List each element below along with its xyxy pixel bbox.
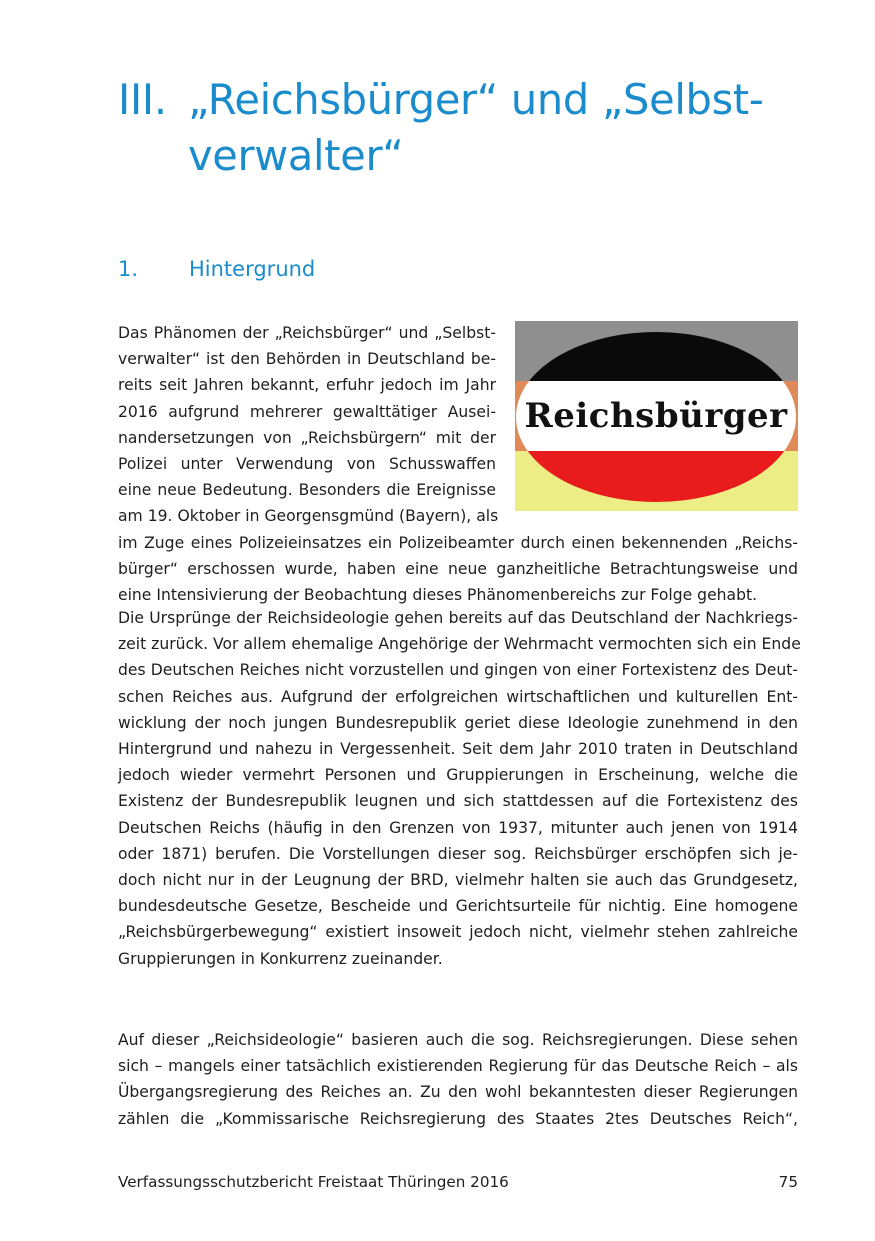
text-line: schen Reiches aus. Aufgrund der erfolgreichen wirtschaftlichen und kulturellen Ent-	[118, 687, 798, 706]
text-line: Die Ursprünge der Reichsideologie gehen bereits auf das Deutschland der Nachkriegs-	[118, 609, 798, 627]
paragraph-3	[118, 1027, 798, 1132]
footer-publication-title: Verfassungsschutzbericht Freistaat Thüringen 2016	[118, 1173, 509, 1191]
text-line: doch nicht nur in der Leugnung der BRD, vielmehr halten sie auch das Grundgesetz,	[118, 871, 798, 890]
text-line: Übergangsregierung des Reiches an. Zu den wohl bekanntesten dieser Regierungen	[118, 1083, 798, 1102]
text-line: des Deutschen Reiches nicht vorzustellen und gingen von einer Fortexistenz des Deut-	[118, 661, 798, 680]
text-line: jedoch wieder vermehrt Personen und Gruppierungen in Erscheinung, welche die	[118, 766, 798, 785]
chapter-title-line-2: verwalter“	[188, 131, 404, 180]
chapter-heading	[118, 72, 818, 184]
text-line: im Zuge eines Polizeieinsatzes ein Polizeibeamter durch einen bekennenden „Reichs-	[118, 533, 798, 552]
text-line: bürger“ erschossen wurde, haben eine neue ganzheitliche Betrachtungsweise und	[118, 559, 798, 578]
text-line: Das Phänomen der „Reichsbürger“ und „Selbst-	[118, 324, 496, 342]
text-line: zählen die „Kommissarische Reichsregierung des Staates 2tes Deutsches Reich“,	[118, 1109, 798, 1128]
text-line: am 19. Oktober in Georgensgmünd (Bayern), als	[118, 507, 499, 526]
emblem-text: Reichsbürger	[524, 396, 788, 436]
section-title: Hintergrund	[189, 257, 316, 281]
text-line: Existenz der Bundesrepublik leugnen und sich stattdessen auf die Fortexistenz des	[118, 792, 798, 811]
text-line: wicklung der noch jungen Bundesrepublik geriet diese Ideologie zunehmend in den	[118, 713, 798, 732]
text-line: Deutschen Reichs (häufig in den Grenzen von 1937, mitunter auch jenen von 1914	[118, 818, 798, 837]
chapter-number: III.	[118, 75, 167, 124]
text-line: 2016 aufgrund mehrerer gewalttätiger Ausei-	[118, 402, 496, 421]
text-line: nandersetzungen von „Reichsbürgern“ mit der	[118, 428, 496, 447]
text-line: Auf dieser „Reichsideologie“ basieren auch die sog. Reichsregierungen. Diese sehen	[118, 1031, 798, 1049]
text-line: Hintergrund und nahezu in Vergessenheit. Seit dem Jahr 2010 traten in Deutschland	[118, 740, 798, 759]
section-number: 1.	[118, 257, 139, 281]
paragraph-2	[118, 605, 801, 972]
text-line: oder 1871) berufen. Die Vorstellungen dieser sog. Reichsbürger erschöpfen sich je-	[118, 844, 798, 863]
text-line: bundesdeutsche Gesetze, Bescheide und Gerichtsurteile für nichtig. Eine homogene	[118, 897, 798, 916]
text-line: „Reichsbürgerbewegung“ existiert insoweit jedoch nicht, vielmehr stehen zahlreiche	[118, 923, 798, 942]
text-line: verwalter“ ist den Behörden in Deutschland be-	[118, 350, 496, 369]
page-footer	[118, 1171, 798, 1193]
page-number: 75	[778, 1173, 798, 1191]
text-line: zeit zurück. Vor allem ehemalige Angehörige der Wehrmacht vermochten sich ein Ende	[118, 635, 801, 654]
text-line: Polizei unter Verwendung von Schusswaffen	[118, 455, 496, 474]
text-line: reits seit Jahren bekannt, erfuhr jedoch im Jahr	[118, 376, 496, 395]
text-line: eine neue Bedeutung. Besonders die Ereignisse	[118, 481, 496, 500]
text-line: Gruppierungen in Konkurrenz zueinander.	[118, 949, 443, 968]
chapter-title-line-1: „Reichsbürger“ und „Selbst-	[188, 75, 764, 124]
text-line: sich – mangels einer tatsächlich existierenden Regierung für das Deutsche Reich – als	[118, 1057, 798, 1076]
text-line: eine Intensivierung der Beobachtung dieses Phänomenbereichs zur Folge gehabt.	[118, 586, 758, 605]
section-heading	[118, 254, 315, 284]
paragraph-1	[118, 320, 798, 608]
